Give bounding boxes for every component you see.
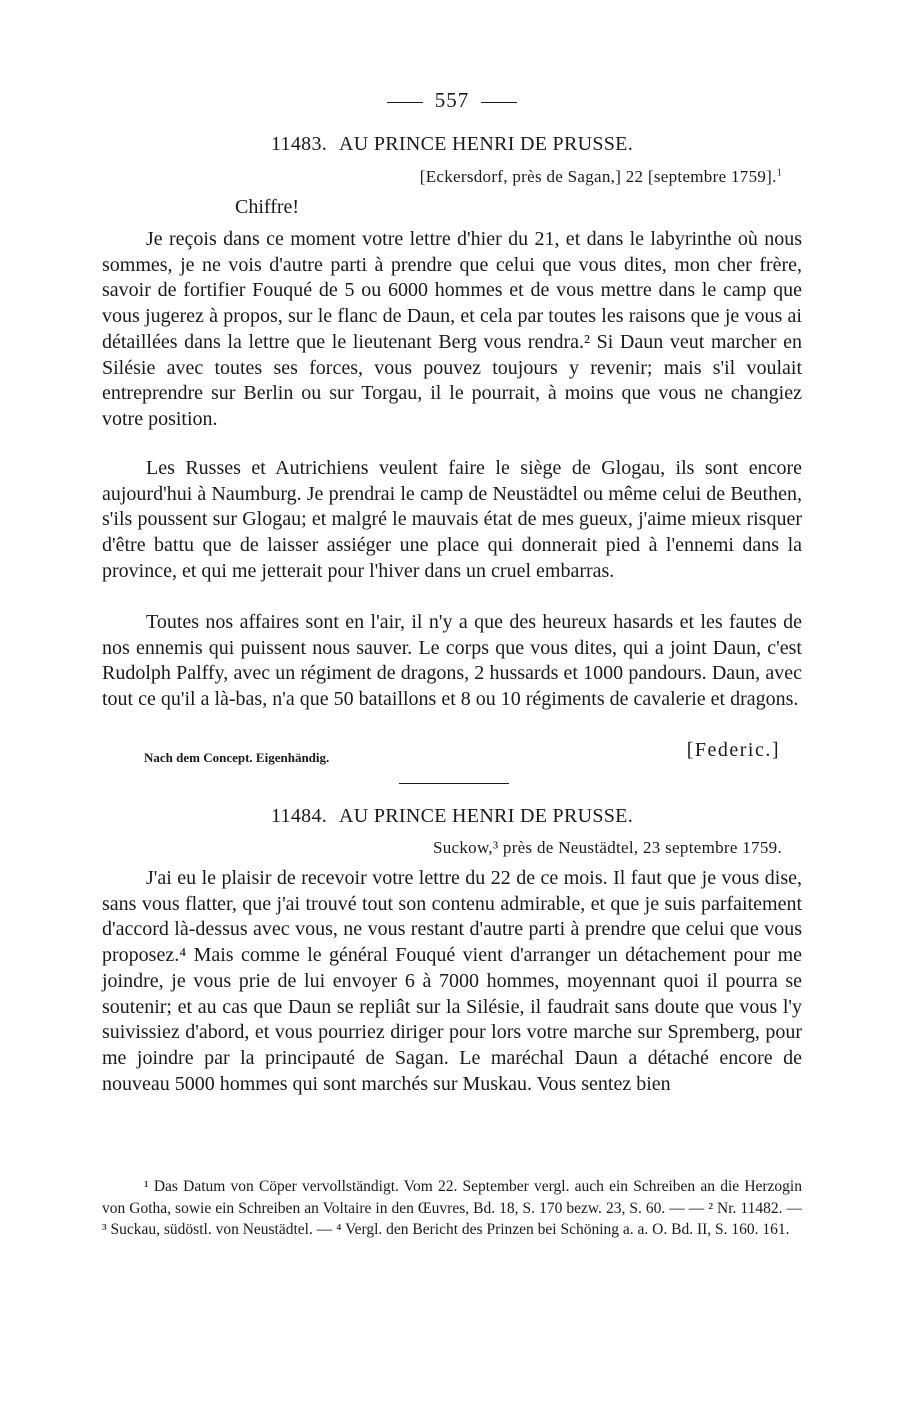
page-number: [372, 88, 532, 113]
letter-2-dateline: Suckow,³ près de Neustädtel, 23 septembre 1759.: [432, 838, 782, 857]
letter-2-number: 11484.: [270, 805, 328, 827]
folio-dash-left: [387, 102, 423, 103]
letter-1-paragraph-3: Toutes nos affaires sont en l'air, il n'y a que des heureux hasards et les fautes de nos ennemis qui puissent nous sauver. Le corps que vous dites, qui a joint Daun, c'est Rudolph Palffy, avec un régiment de dragons, 2 hussards et 1000 pandours. Daun, avec tout ce qu'il a là-bas, n'a que 50 bataillons et 8 ou 10 régiments de cavalerie et dragons.: [102, 611, 802, 711]
folio-dash-right: [481, 102, 517, 103]
source-note: Nach dem Concept. Eigenhändig.: [144, 750, 330, 765]
letter-1-heading: [102, 133, 802, 156]
letter-1-dateline-text: [Eckersdorf, près de Sagan,] 22 [septembre 1759].: [419, 167, 777, 186]
letter-2-heading: [102, 805, 802, 828]
letter-1-paragraph-2: Les Russes et Autrichiens veulent faire le siège de Glogau, ils sont encore aujourd'hui à Naumburg. Je prendrai le camp de Neustädtel ou même celui de Beuthen, s'ils poussent sur Glogau; et malgré le mauvais état de mes gueux, j'aime mieux risquer d'être battu que de laisser assiéger une place qui donnerait pied à l'ennemi dans la province, et qui me jetterait pour l'hiver dans un cruel embarras.: [102, 457, 802, 582]
letter-1-paragraph-1: Je reçois dans ce moment votre lettre d'hier du 21, et dans le labyrinthe où nous sommes, je ne vois d'autre parti à prendre que celui que vous dites, mon cher frère, savoir de fortifier Fouqué de 5 ou 6000 hommes et de vous mettre dans le camp que vous jugerez à propos, sur le flanc de Daun, et cela par toutes les raisons que je vous ai détaillées dans la lettre que le lieutenant Berg vous rendra.² Si Daun veut marcher en Silésie avec toutes ses forces, vous pouvez toujours y revenir; mais s'il voulait entreprendre sur Berlin ou sur Torgau, il le pourrait, à moins que vous ne changiez votre position.: [102, 228, 802, 430]
letter-1-dateline: [420, 167, 782, 187]
page-number-text: 557: [434, 88, 470, 112]
footnotes: ¹ Das Datum von Cöper vervollständigt. Vom 22. September vergl. auch ein Schreiben an die Herzogin von Gotha, sowie ein Schreiben an Voltaire in den Œuvres, Bd. 18, S. 170 bezw. 23, S. 60. — — ² Nr. 11482. — ³ Suckau, südöstl. von Neustädtel. — ⁴ Vergl. den Bericht des Prinzen bei Schöning a. a. O. Bd. II, S. 160. 161.: [102, 1178, 802, 1238]
letter-2-title: AU PRINCE HENRI DE PRUSSE.: [339, 805, 633, 827]
section-divider: [399, 783, 509, 784]
signature: [Federic.]: [686, 739, 780, 761]
letter-1-title: AU PRINCE HENRI DE PRUSSE.: [339, 133, 633, 155]
letter-1-number: 11483.: [270, 133, 328, 155]
letter-1-dateline-note: 1: [776, 167, 782, 179]
cipher-note: Chiffre!: [235, 196, 300, 218]
letter-2-paragraph-1: J'ai eu le plaisir de recevoir votre lettre du 22 de ce mois. Il faut que je vous dise, sans vous flatter, que j'ai trouvé tout son contenu admirable, et que je suis parfaitement d'accord là-dessus avec vous, ne vous restant d'autre parti à prendre que celui que vous proposez.⁴ Mais comme le général Fouqué vient d'arranger un détachement pour me joindre, je vous prie de lui envoyer 6 à 7000 hommes, moyennant quoi il pourra se soutenir; et au cas que Daun se repliât sur la Silésie, il faudrait sans doute que vous l'y suivissiez d'abord, et vous pourriez diriger pour lors votre marche sur Spremberg, pour me joindre par la principauté de Sagan. Le maréchal Daun a détaché encore de nouveau 5000 hommes qui sont marchés sur Muskau. Vous sentez bien: [102, 867, 802, 1095]
